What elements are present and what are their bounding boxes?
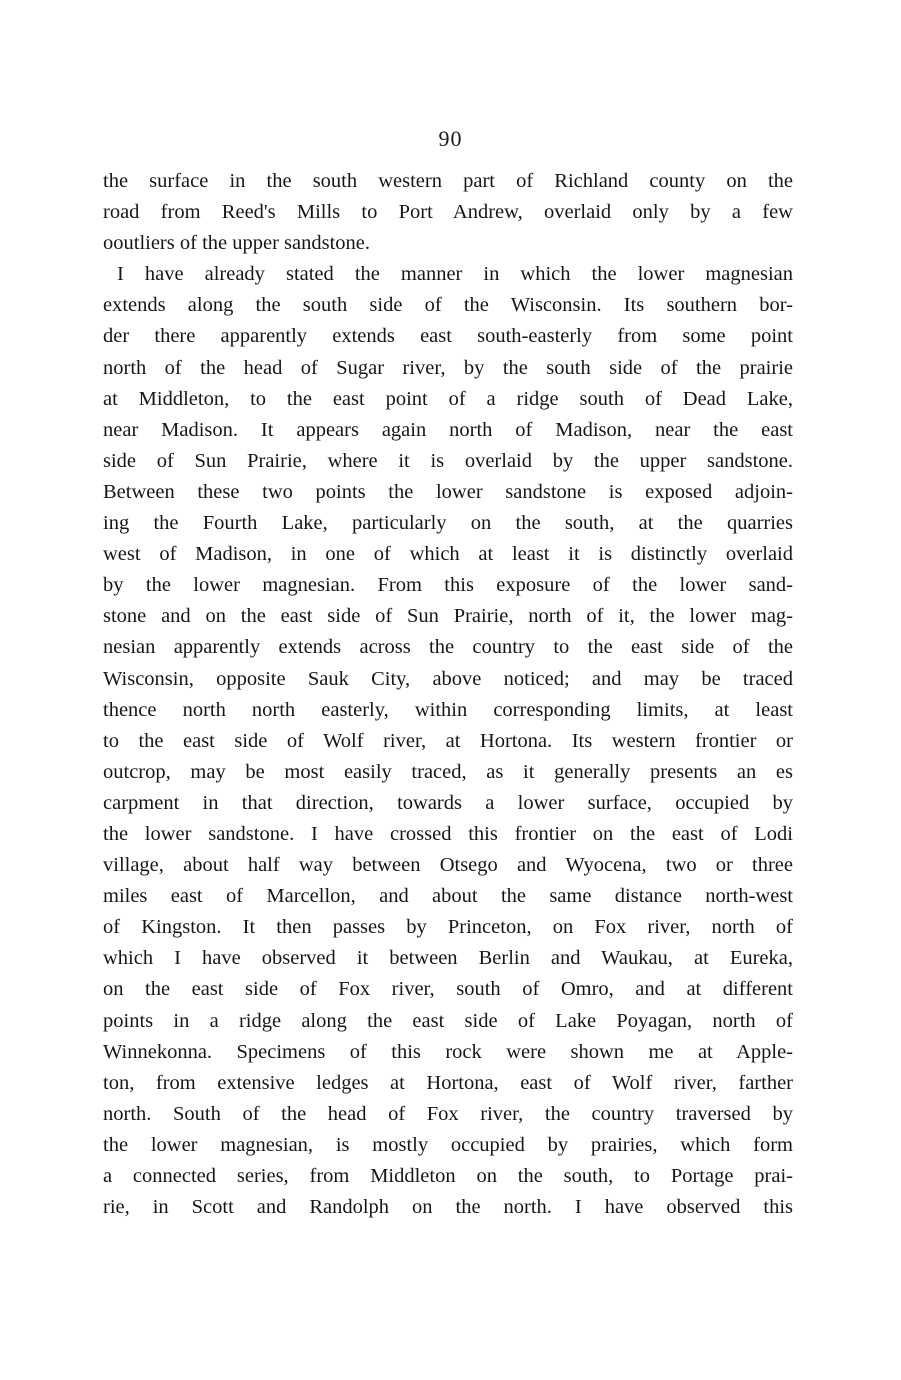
text-line: nesian apparently extends across the country to the east side of the <box>103 636 793 659</box>
text-line: Winnekonna. Specimens of this rock were shown me at Apple- <box>103 1040 793 1063</box>
text-line: outcrop, may be most easily traced, as it generally presents an es <box>103 760 793 783</box>
text-line: rie, in Scott and Randolph on the north. I have observed this <box>103 1196 793 1219</box>
text-line: near Madison. It appears again north of Madison, near the east <box>103 418 793 441</box>
text-line: north of the head of Sugar river, by the south side of the prairie <box>103 356 793 379</box>
text-line: ton, from extensive ledges at Hortona, east of Wolf river, farther <box>103 1071 793 1094</box>
text-line: thence north north easterly, within corresponding limits, at least <box>103 698 793 721</box>
text-line: which I have observed it between Berlin and Waukau, at Eureka, <box>103 947 793 970</box>
text-line: west of Madison, in one of which at least it is distinctly overlaid <box>103 543 793 566</box>
text-line: by the lower magnesian. From this exposure of the lower sand- <box>103 574 793 597</box>
text-line: I have already stated the manner in which the lower magnesian <box>117 263 793 286</box>
text-line: village, about half way between Otsego and Wyocena, two or three <box>103 854 793 877</box>
text-line: stone and on the east side of Sun Prairie, north of it, the lower mag- <box>103 605 793 628</box>
text-line: Between these two points the lower sandstone is exposed adjoin- <box>103 480 793 503</box>
body-text <box>103 166 793 1223</box>
text-line: the surface in the south western part of Richland county on the <box>103 170 793 192</box>
text-line: road from Reed's Mills to Port Andrew, overlaid only by a few <box>103 201 793 224</box>
text-line: side of Sun Prairie, where it is overlaid by the upper sandstone. <box>103 449 793 472</box>
text-line: der there apparently extends east south-easterly from some point <box>103 325 793 348</box>
text-line: Wisconsin, opposite Sauk City, above noticed; and may be traced <box>103 667 793 690</box>
text-line: the lower sandstone. I have crossed this frontier on the east of Lodi <box>103 822 793 845</box>
text-line: a connected series, from Middleton on the south, to Portage prai- <box>103 1165 793 1187</box>
text-line: at Middleton, to the east point of a ridge south of Dead Lake, <box>103 387 793 410</box>
text-line: of Kingston. It then passes by Princeton, on Fox river, north of <box>103 916 793 939</box>
page-number: 90 <box>438 126 463 151</box>
text-line: points in a ridge along the east side of Lake Poyagan, north of <box>103 1009 793 1032</box>
text-line: the lower magnesian, is mostly occupied by prairies, which form <box>103 1133 793 1156</box>
text-line: miles east of Marcellon, and about the same distance north-west <box>103 885 793 908</box>
text-line: extends along the south side of the Wisconsin. Its southern bor- <box>103 294 793 317</box>
text-line: on the east side of Fox river, south of Omro, and at different <box>103 978 793 1001</box>
text-line: carpment in that direction, towards a lower surface, occupied by <box>103 791 793 814</box>
text-line: to the east side of Wolf river, at Hortona. Its western frontier or <box>103 729 793 752</box>
text-line: ooutliers of the upper sandstone. <box>103 232 371 255</box>
text-line: ing the Fourth Lake, particularly on the south, at the quarries <box>103 512 793 535</box>
text-line: north. South of the head of Fox river, the country traversed by <box>103 1102 793 1125</box>
